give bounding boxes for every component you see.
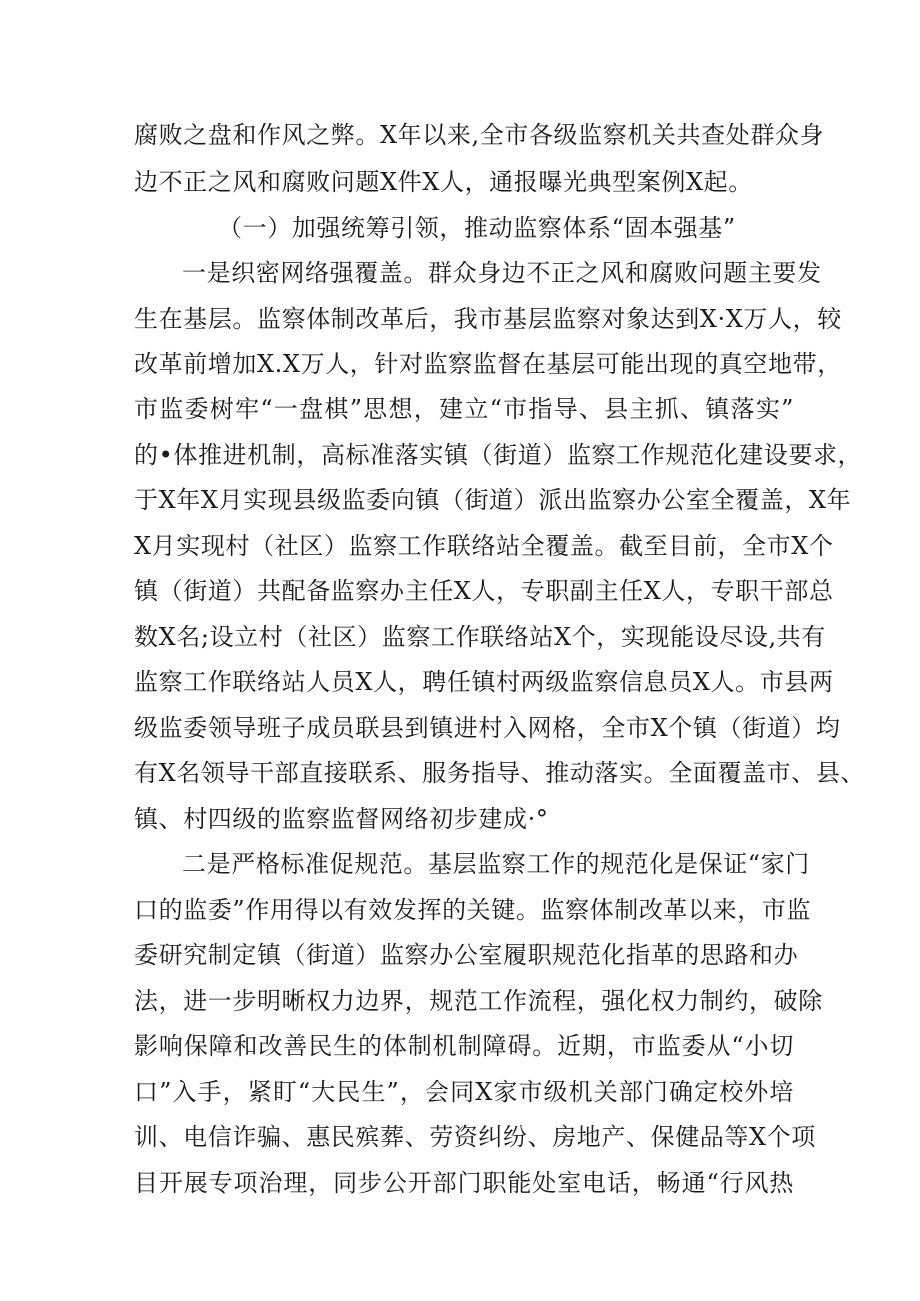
paragraph-line: 数X名;设立村（社区）监察工作联络站X个，实现能设尽设,共有 [134, 623, 826, 651]
paragraph-line: 改革前增加X.X万人，针对监察监督在基层可能出现的真空地带， [134, 350, 842, 378]
paragraph-line: 有X名领导干部直接联系、服务指导、推动落实。全面覆盖市、县、 [134, 759, 866, 787]
paragraph-line: 的•体推进机制，高标准落实镇（街道）监察工作规范化建设要求， [134, 441, 863, 469]
paragraph-line: 二是严格标准促规范。基层监察工作的规范化是保证“家门 [182, 850, 810, 878]
paragraph-line: 于X年X月实现县级监委向镇（街道）派出监察办公室全覆盖，X年 [134, 486, 852, 514]
paragraph-line: 监察工作联络站人员X人，聘任镇村两级监察信息员X人。市县两 [134, 668, 834, 696]
paragraph-line: 生在基层。监察体制改革后，我市基层监察对象达到X·X万人，较 [134, 305, 842, 333]
paragraph-line: 边不正之风和腐败问题X件X人，通报曝光典型案例X起。 [134, 168, 753, 196]
paragraph-line: 镇、村四级的监察监督网络初步建成·° [134, 805, 549, 833]
paragraph-line: X月实现村（社区）监察工作联络站全覆盖。截至目前，全市X个 [134, 532, 834, 560]
paragraph-line: 法，进一步明晰权力边界，规范工作流程，强化权力制约，破除 [134, 987, 823, 1015]
paragraph-line: 腐败之盘和作风之弊。X年以来,全市各级监察机关共查处群众身 [134, 121, 825, 149]
paragraph-line: 委研究制定镇（街道）监察办公室履职规范化指革的思路和办 [134, 941, 799, 969]
paragraph-line: 口的监委”作用得以有效发挥的关键。监察体制改革以来，市监 [134, 896, 812, 924]
paragraph-line: 影响保障和改善民生的体制机制障碍。近期，市监委从“小切 [134, 1032, 794, 1060]
paragraph-line: 口”入手，紧盯“大民生”，会同X家市级机关部门确定校外培 [134, 1078, 794, 1106]
paragraph-line: 训、电信诈骗、惠民殡葬、劳资纠纷、房地产、保健品等X个项 [134, 1123, 816, 1151]
paragraph-line: 级监委领导班子成员联县到镇进村入网格，全市X个镇（街道）均 [134, 714, 841, 742]
paragraph-line: 市监委树牢“一盘棋”思想，建立“市指导、县主抓、镇落实” [134, 395, 794, 423]
paragraph-line: 目开展专项治理，同步公开部门职能处室电话，畅通“行风热 [134, 1169, 794, 1197]
paragraph-line: 一是织密网络强覆盖。群众身边不正之风和腐败问题主要发 [182, 259, 822, 287]
section-heading: （一）加强统筹引领，推动监察体系“固本强基” [218, 214, 736, 242]
paragraph-line: 镇（街道）共配备监察办主任X人，专职副主任X人，专职干部总 [134, 577, 834, 605]
